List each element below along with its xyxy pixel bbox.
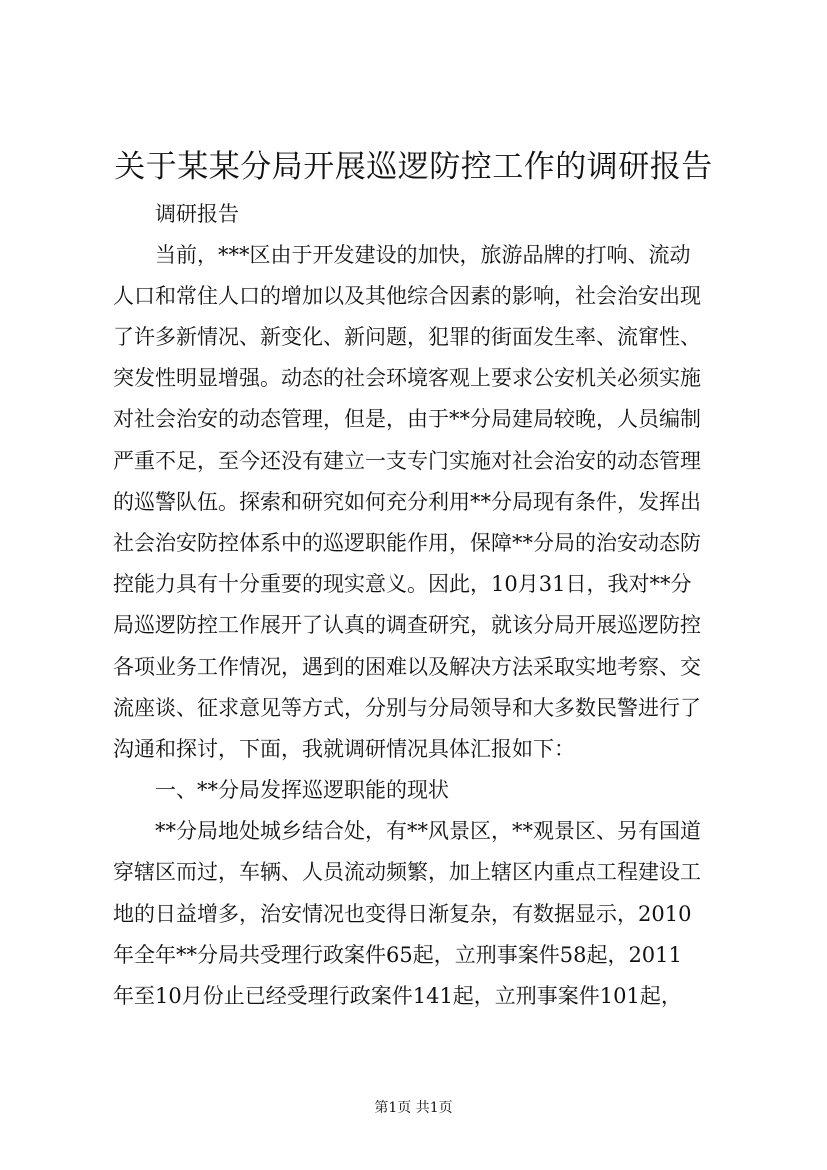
body-line: 穿辖区而过，车辆、人员流动频繁，加上辖区内重点工程建设工 bbox=[113, 860, 701, 884]
body-line: 流座谈、征求意见等方式，分别与分局领导和大多数民警进行了 bbox=[113, 696, 701, 720]
body-line: 对社会治安的动态管理，但是，由于**分局建局较晚，人员编制 bbox=[113, 407, 701, 431]
body-line: 控能力具有十分重要的现实意义。因此，10月31日，我对**分 bbox=[113, 572, 692, 596]
body-line: 沟通和探讨，下面，我就调研情况具体汇报如下： bbox=[113, 737, 575, 761]
body-line: 调研报告 bbox=[155, 202, 239, 226]
body-line: 人口和常住人口的增加以及其他综合因素的影响，社会治安出现 bbox=[113, 284, 701, 308]
body-line: 年至10月份止已经受理行政案件141起，立刑事案件101起， bbox=[113, 984, 682, 1008]
body-line: 当前，***区由于开发建设的加快，旅游品牌的打响、流动 bbox=[155, 243, 691, 267]
body-line: **分局地处城乡结合处，有**风景区，**观景区、另有国道 bbox=[155, 819, 701, 843]
body-line: 突发性明显增强。动态的社会环境客观上要求公安机关必须实施 bbox=[113, 366, 701, 390]
body-line: 年全年**分局共受理行政案件65起，立刑事案件58起，2011 bbox=[113, 943, 682, 967]
body-line: 了许多新情况、新变化、新问题，犯罪的街面发生率、流窜性、 bbox=[113, 325, 701, 349]
section-heading: 一、**分局发挥巡逻职能的现状 bbox=[155, 778, 449, 802]
body-line: 各项业务工作情况，遇到的困难以及解决方法采取实地考察、交 bbox=[113, 655, 701, 679]
body-line: 严重不足，至今还没有建立一支专门实施对社会治安的动态管理 bbox=[113, 449, 701, 473]
body-line: 地的日益增多，治安情况也变得日渐复杂，有数据显示，2010 bbox=[113, 902, 692, 926]
body-line: 社会治安防控体系中的巡逻职能作用，保障**分局的治安动态防 bbox=[113, 531, 701, 555]
document-title: 关于某某分局开展巡逻防控工作的调研报告 bbox=[114, 149, 713, 185]
body-line: 局巡逻防控工作展开了认真的调查研究，就该分局开展巡逻防控 bbox=[113, 613, 701, 637]
body-line: 的巡警队伍。探索和研究如何充分利用**分局现有条件，发挥出 bbox=[113, 490, 701, 514]
page-number: 第1页 共1页 bbox=[374, 1100, 453, 1116]
